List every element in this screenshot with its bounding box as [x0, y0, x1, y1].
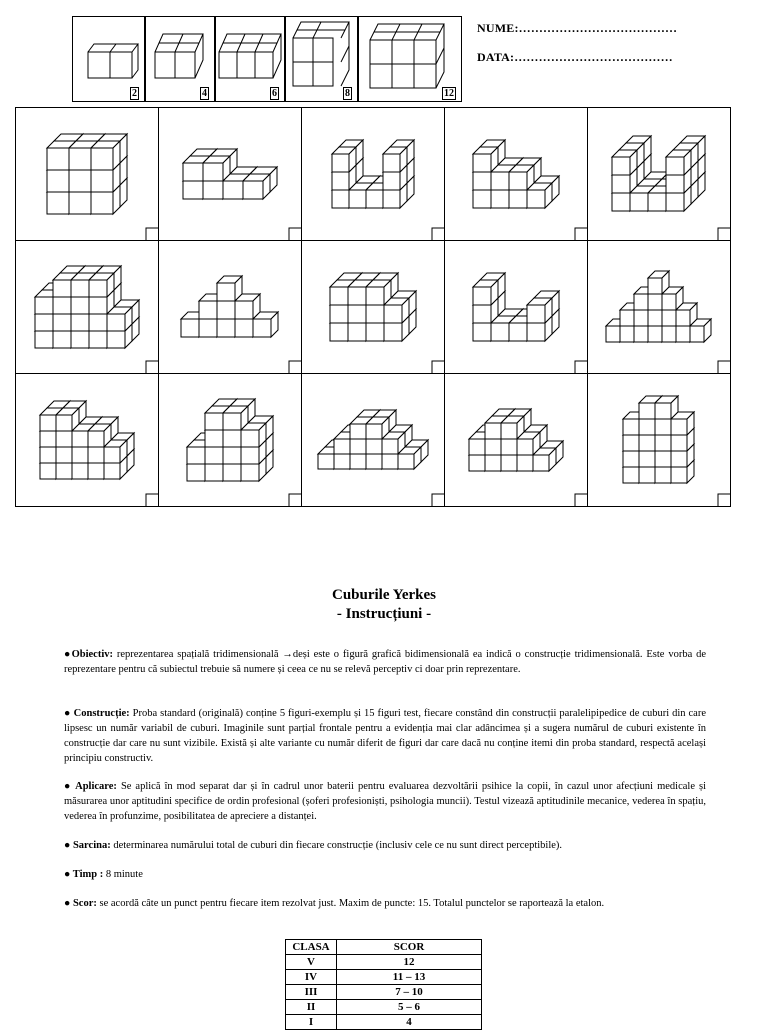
construction-text: Proba standard (originală) conține 5 figuri-exemplu și 15 figuri test, fiecare constând din construcții paralelipipedice de cuburi din care lipsesc un număr variabil de cuburi. Imaginile sunt parțial frontale pentru a evidenția mai clar adâncimea și a sugera numărul de cuburi existente în construcție dar care nu sunt vizibile. Există și alte variante cu număr diferit de figuri dar care dacă nu conține itemi din proba standard, respectă același principiu constructiv.	[64, 708, 707, 764]
class-cell: I	[286, 1015, 337, 1030]
date-field[interactable]: DATA:…………………………………	[477, 50, 673, 64]
score-cell: 7 – 10	[337, 985, 482, 1000]
table-row	[286, 1000, 482, 1015]
test-figure-cell	[15, 240, 158, 373]
score-column-header: SCOR	[337, 940, 482, 955]
cube-figure-image	[158, 373, 302, 507]
table-row	[286, 985, 482, 1000]
test-figure-cell	[15, 373, 158, 506]
objective-text: reprezentarea spațială tridimensională →deși este o figură grafică bidimensională ea indică o construcție tridimensională. Este vorba de reprezentare pentru că subiectul trebuie să numere și ceea ce nu se relevă perceptiv ci doar prin reprezentare.	[64, 649, 706, 675]
score-cell: 5 – 6	[337, 1000, 482, 1015]
test-figure-cell	[587, 107, 730, 240]
class-cell: II	[286, 1000, 337, 1015]
application-text: Se aplică în mod separat dar și în cadrul unor baterii pentru evaluarea dezvoltării psihice la copii, în cazul unor afecțiuni medicale și măsurarea unor aptitudini specifice de ordin profesional (șoferi profesioniști, psihologia muncii). Testul vizează aptitudinile mecanice, vederea în spațiu, vederea în profunzime, posibilitatea de apreciere a distanței.	[64, 781, 706, 822]
test-figure-cell	[301, 373, 444, 506]
construction-label: ● Construcție:	[64, 708, 130, 719]
test-figure-cell	[158, 107, 301, 240]
score-label: ● Scor:	[64, 898, 97, 909]
test-figure-cell	[158, 240, 301, 373]
name-field[interactable]: NUME:…………………………………	[477, 21, 678, 35]
test-figure-cell	[15, 107, 158, 240]
cube-figure-image	[444, 107, 588, 241]
score-table	[285, 939, 482, 1030]
cube-figure-image	[15, 373, 159, 507]
example-strip	[72, 16, 462, 102]
cube-figure-image	[587, 373, 731, 507]
example-number: 8	[345, 88, 350, 99]
example-number: 12	[444, 88, 454, 99]
table-row	[286, 955, 482, 970]
application-label: ● Aplicare:	[64, 781, 117, 792]
example-number: 4	[202, 88, 207, 99]
class-column-header: CLASA	[286, 940, 337, 955]
cube-figure-image	[15, 107, 159, 241]
class-cell: III	[286, 985, 337, 1000]
cube-figure-image	[587, 240, 731, 374]
construction-paragraph	[64, 706, 706, 766]
score-paragraph	[64, 896, 706, 911]
example-figure	[358, 16, 462, 102]
test-figure-cell	[301, 107, 444, 240]
task-paragraph	[64, 838, 706, 853]
test-figure-cell	[444, 107, 587, 240]
score-table-header	[286, 940, 482, 955]
score-cell: 4	[337, 1015, 482, 1030]
document-subtitle: - Instrucțiuni -	[336, 606, 432, 622]
test-figure-cell	[301, 240, 444, 373]
example-figure	[215, 16, 285, 102]
task-text: determinarea numărului total de cuburi din fiecare construcție (inclusiv cele ce nu sunt direct perceptibile).	[113, 840, 563, 851]
table-row	[286, 970, 482, 985]
cube-figure-image	[301, 240, 445, 374]
table-row	[286, 1015, 482, 1030]
score-cell: 11 – 13	[337, 970, 482, 985]
example-number: 2	[132, 88, 137, 99]
cube-figure-image	[158, 240, 302, 374]
time-label: ● Timp :	[64, 869, 104, 880]
time-paragraph	[64, 867, 706, 882]
task-label: ● Sarcina:	[64, 840, 111, 851]
example-figure	[72, 16, 145, 102]
cube-figure-image	[301, 373, 445, 507]
cube-figure-image	[158, 107, 302, 241]
example-figure	[145, 16, 215, 102]
objective-paragraph	[64, 647, 706, 677]
class-cell: IV	[286, 970, 337, 985]
test-figure-cell	[158, 373, 301, 506]
application-paragraph	[64, 779, 706, 824]
cube-figure-image	[587, 107, 731, 241]
score-cell: 12	[337, 955, 482, 970]
example-figure	[285, 16, 358, 102]
cube-figure-image	[15, 240, 159, 374]
objective-label: ●Obiectiv:	[64, 649, 113, 660]
test-figure-cell	[587, 373, 730, 506]
example-number: 6	[272, 88, 277, 99]
document-title: Cuburile Yerkes	[331, 587, 437, 603]
time-text: 8 minute	[105, 869, 143, 880]
cube-figure-image	[301, 107, 445, 241]
test-figure-grid	[15, 107, 730, 508]
class-cell: V	[286, 955, 337, 970]
test-figure-cell	[444, 373, 587, 506]
score-text: se acordă câte un punct pentru fiecare item rezolvat just. Maxim de puncte: 15. Totalul punctelor se raportează la etalon.	[99, 898, 605, 909]
test-figure-cell	[587, 240, 730, 373]
cube-figure-image	[444, 240, 588, 374]
cube-figure-image	[444, 373, 588, 507]
test-figure-cell	[444, 240, 587, 373]
